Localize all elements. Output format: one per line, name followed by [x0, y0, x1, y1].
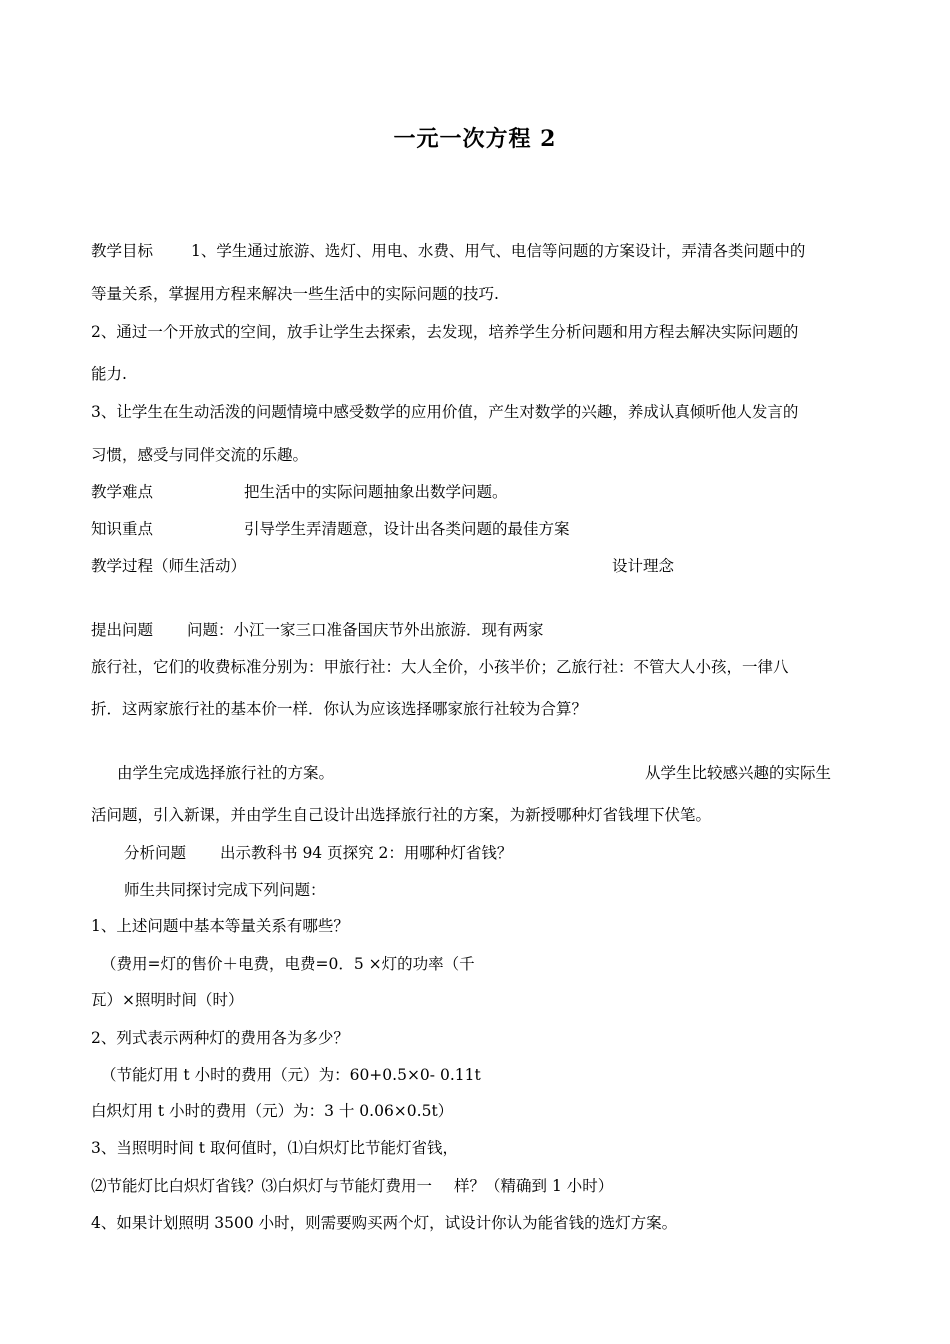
goal-label: 教学目标 [91, 242, 154, 260]
question-3-cont [91, 1175, 613, 1197]
question-4: 4、如果计划照明 3500 小时，则需要购买两个灯，试设计你认为能省钱的选灯方案。 [91, 1214, 678, 1232]
difficulty-label: 教学难点 [91, 483, 154, 501]
goal-text-2-cont: 能力. [91, 365, 127, 383]
raise-text-3: 折．这两家旅行社的基本价一样．你认为应该选择哪家旅行社较为合算？ [91, 700, 588, 718]
process-label: 教学过程（师生活动） [91, 557, 247, 575]
design-text-cont: 活问题，引入新课，并由学生自己设计出选择旅行社的方案，为新授哪种灯省钱埋下伏笔。 [91, 806, 712, 824]
student-text: 由学生完成选择旅行社的方案。 [117, 764, 335, 782]
goal-text-2: 2、通过一个开放式的空间，放手让学生去探索，去发现，培养学生分析问题和用方程去解决实际问题的 [91, 323, 799, 341]
question-2: 2、列式表示两种灯的费用各为多少？ [91, 1029, 349, 1047]
raise-text: 问题：小江一家三口准备国庆节外出旅游．现有两家 [187, 621, 544, 639]
goal-text-3: 3、让学生在生动活泼的问题情境中感受数学的应用价值，产生对数学的兴趣，养成认真倾听他人发言的 [91, 403, 799, 421]
answer-2-cont: 白炽灯用 t 小时的费用（元）为：3 十 0.06×0.5t） [91, 1102, 454, 1120]
design-label: 设计理念 [612, 557, 675, 575]
difficulty-text: 把生活中的实际问题抽象出数学问题。 [244, 483, 508, 501]
answer-2: （节能灯用 t 小时的费用（元）为：60+0.5×0- 0.11t [101, 1066, 481, 1084]
goal-line-1 [91, 240, 805, 262]
goal-text-1-cont: 等量关系，掌握用方程来解决一些生活中的实际问题的技巧. [91, 285, 499, 303]
page-title: 一元一次方程 2 [393, 126, 557, 152]
question-3-part-b: 样？（精确到 1 小时） [454, 1177, 614, 1195]
analysis-label: 分析问题 [124, 844, 187, 862]
design-text: 从学生比较感兴趣的实际生 [645, 764, 832, 782]
answer-1: （费用=灯的售价＋电费，电费=0．5 ×灯的功率（千 [101, 955, 475, 973]
raise-label: 提出问题 [91, 621, 154, 639]
question-3: 3、当照明时间 t 取何值时，⑴白炽灯比节能灯省钱， [91, 1139, 458, 1157]
question-1: 1、上述问题中基本等量关系有哪些？ [91, 917, 349, 935]
key-text: 引导学生弄清题意，设计出各类问题的最佳方案 [244, 520, 570, 538]
analysis-line [124, 842, 512, 864]
goal-text-1: 1、学生通过旅游、选灯、用电、水费、用气、电信等问题的方案设计，弄清各类问题中的 [191, 242, 806, 260]
analysis-text: 出示教科书 94 页探究 2：用哪种灯省钱？ [220, 844, 513, 862]
goal-text-3-cont: 习惯，感受与同伴交流的乐趣。 [91, 446, 309, 464]
answer-1-cont: 瓦）×照明时间（时） [91, 991, 244, 1009]
key-label: 知识重点 [91, 520, 154, 538]
question-3-part-a: ⑵节能灯比白炽灯省钱？⑶白炽灯与节能灯费用一 [91, 1177, 433, 1195]
raise-text-2: 旅行社，它们的收费标准分别为：甲旅行社：大人全价，小孩半价；乙旅行社：不管大人小孩，一律八 [91, 658, 789, 676]
discuss-text: 师生共同探讨完成下列问题： [124, 881, 326, 899]
raise-line [91, 619, 544, 641]
